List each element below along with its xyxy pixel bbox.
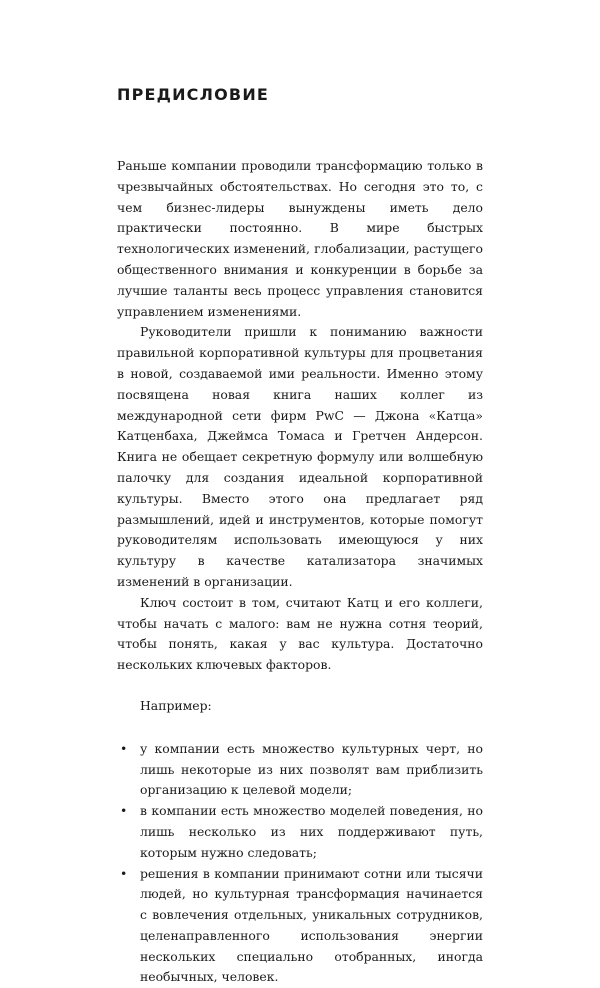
- list-item-text: решения в компании принимают сотни или тысячи людей, но культурная трансформация начинается с вовлечения отдельных, уникальных сотрудников, целенаправленного использования энергии нескольких специально отобранных, иногда необычных, человек.: [140, 866, 483, 985]
- chapter-heading: ПРЕДИСЛОВИЕ: [117, 85, 269, 105]
- bullet-icon: •: [120, 739, 127, 760]
- bullet-icon: •: [120, 864, 127, 885]
- example-intro: Например:: [117, 696, 483, 717]
- bullet-icon: •: [120, 801, 127, 822]
- paragraph-3: Ключ состоит в том, считают Катц и его коллеги, чтобы начать с малого: вам не нужна сотня теорий, чтобы понять, какая у вас культура. Достаточно нескольких ключевых факторов.: [117, 593, 483, 676]
- list-item: [117, 801, 483, 863]
- list-item: [117, 739, 483, 801]
- list-item-text: у компании есть множество культурных черт, но лишь некоторые из них позволят вам приблизить организацию к целевой модели;: [140, 741, 483, 798]
- bullet-list: [117, 739, 483, 988]
- paragraph-1: Раньше компании проводили трансформацию только в чрезвычайных обстоятельствах. Но сегодня это то, с чем бизнес-лидеры вынуждены иметь дело практически постоянно. В мире быстрых технологических изменений, глобализации, растущего общественного внимания и конкуренции в борьбе за лучшие таланты весь процесс управления становится управлением изменениями.: [117, 156, 483, 322]
- list-item-text: в компании есть множество моделей поведения, но лишь несколько из них поддерживают путь, которым нужно следовать;: [140, 803, 483, 860]
- body-text: [117, 156, 483, 988]
- list-item: [117, 864, 483, 988]
- paragraph-2: Руководители пришли к пониманию важности правильной корпоративной культуры для процветания в новой, создаваемой ими реальности. Именно этому посвящена новая книга наших коллег из международной сети фирм PwC — Джона «Катца» Катценбаха, Джеймса Томаса и Гретчен Андерсон. Книга не обещает секретную формулу или волшебную палочку для создания идеальной корпоративной культуры. Вместо этого она предлагает ряд размышлений, идей и инструментов, которые помогут руководителям использовать имеющуюся у них культуру в качестве катализатора значимых изменений в организации.: [117, 322, 483, 592]
